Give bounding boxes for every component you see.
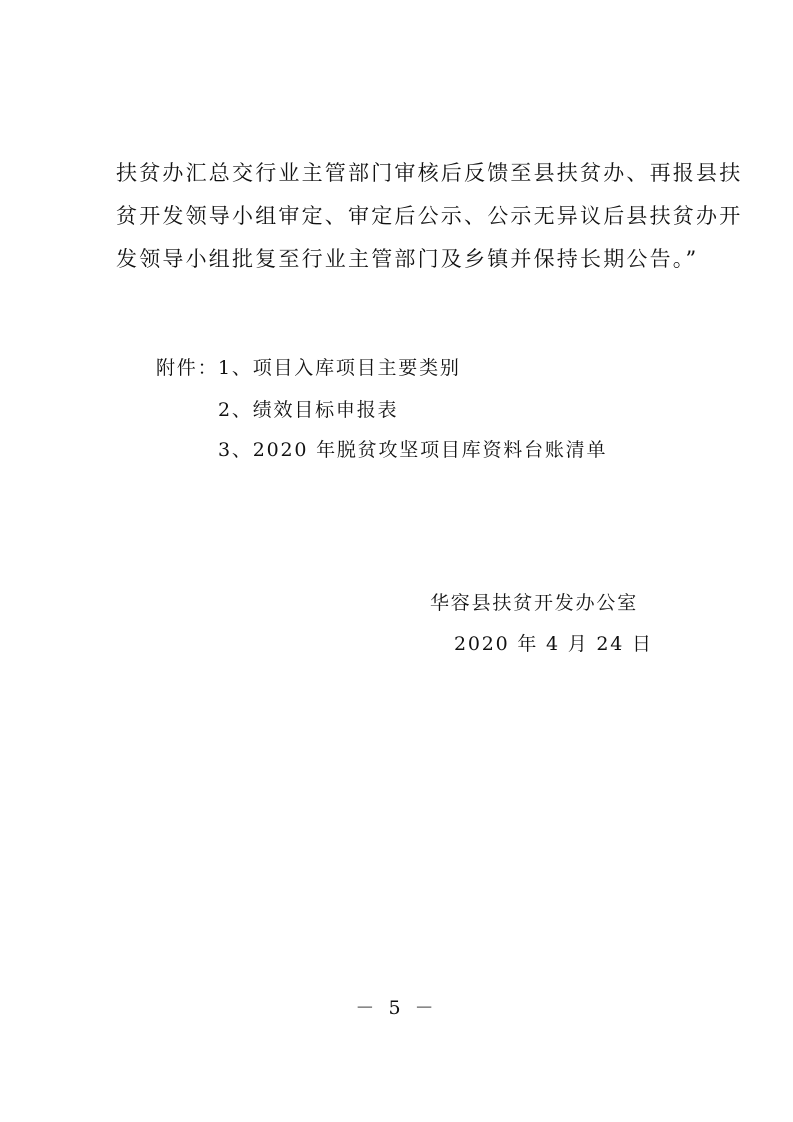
attachment-item-1: 1、项目入库项目主要类别 [218, 357, 461, 379]
attachment-item-3: 3、2020 年脱贫攻坚项目库资料台账清单 [218, 439, 608, 461]
signature-date: 2020 年 4 月 24 日 [454, 633, 653, 655]
paragraph-line-1: 扶贫办汇总交行业主管部门审核后反馈至县扶贫办、再报县扶 [116, 161, 743, 185]
paragraph-line-3: 发领导小组批复至行业主管部门及乡镇并保持长期公告。” [116, 247, 699, 271]
attachment-item-2: 2、绩效目标申报表 [218, 399, 399, 421]
page-number: － 5 － [355, 997, 438, 1019]
signature-organization: 华容县扶贫开发办公室 [430, 592, 639, 614]
attachments-label: 附件： [156, 357, 219, 379]
paragraph-line-2: 贫开发领导小组审定、审定后公示、公示无异议后县扶贫办开 [116, 204, 743, 228]
